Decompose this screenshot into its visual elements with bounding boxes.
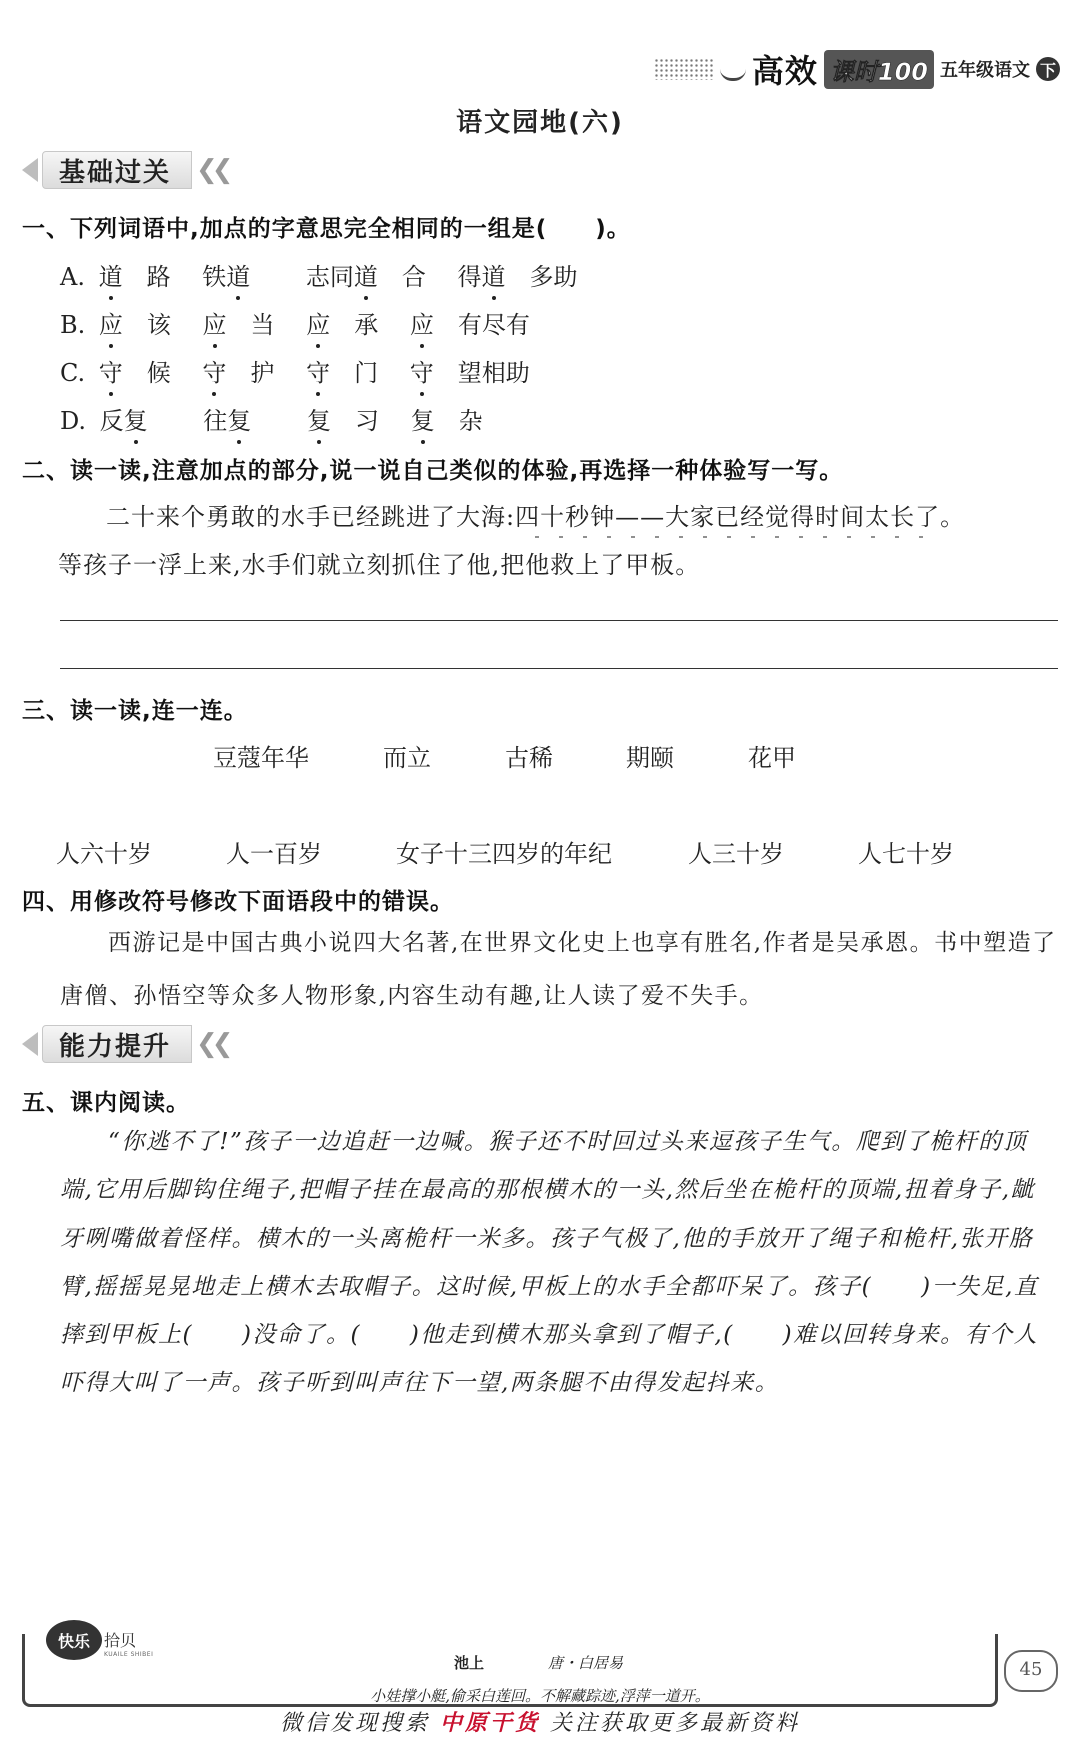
option-word: 得道 多助 (458, 257, 578, 292)
question-3-prompt: 三、读一读,连一连。 (22, 698, 248, 724)
option-word: 守 护 (202, 353, 274, 388)
q5-passage[interactable]: “你逃不了!”孩子一边追赶一边喊。猴子还不时回过头来逗孩子生气。爬到了桅杆的顶端,它用后脚钩住绳子,把帽子挂在最高的那根横木的一头,然后坐在桅杆的顶端,扭着身子,龇牙咧嘴做着怪样。横木的一头离桅杆一米多。孩子气极了,他的手放开了绳子和桅杆,张开胳臂,摇摇晃晃地走上横木去取帽子。这时候,甲板上的水手全都吓呆了。孩子( )一失足,直摔到甲板上( )没命了。( )他走到横木那头拿到了帽子,( )难以回转身来。有个人吓得大叫了一声。孩子听到叫声往下一望,两条腿不由得发起抖来。 (60, 1129, 1039, 1397)
poem-text: 小娃撑小艇,偷采白莲回。不解藏踪迹,浮萍一道开。 (370, 1687, 710, 1705)
option-word: 反复 (100, 401, 172, 436)
option-word: 铁道 (202, 257, 274, 292)
page-title: 语文园地(六) (456, 108, 624, 138)
option-word: 复 杂 (411, 401, 483, 436)
match-item-top[interactable]: 期颐 (626, 744, 674, 772)
option-word: 复 习 (307, 401, 379, 436)
match-item-top[interactable]: 花甲 (748, 744, 796, 772)
poem-author: 唐・白居易 (548, 1654, 624, 1672)
brand-series: 课时100 (824, 50, 934, 89)
answer-line[interactable] (60, 668, 1058, 669)
q1-option-b[interactable] (60, 305, 554, 340)
match-item-bottom[interactable]: 人六十岁 (56, 840, 152, 868)
poem-title: 池上 (454, 1654, 485, 1672)
section-banner-basic (22, 150, 228, 190)
question-5-prompt: 五、课内阅读。 (22, 1090, 190, 1116)
option-word: 志同道 合 (306, 257, 426, 292)
section-label: 能力提升 (42, 1025, 192, 1063)
watermark (0, 1706, 1080, 1737)
double-chevron-left-icon: ❮❮ (196, 155, 228, 185)
q2-text: 二十来个勇敢的水手已经跳进了大海: (106, 503, 516, 531)
badge-happy: 快乐 (46, 1620, 102, 1660)
option-word: 应 有尽有 (410, 305, 530, 340)
brand-volume: 下 (1036, 57, 1060, 81)
match-item-top[interactable]: 豆蔻年华 (213, 744, 309, 772)
match-item-bottom[interactable]: 人三十岁 (688, 840, 784, 868)
option-word: 应 当 (203, 305, 275, 340)
match-item-bottom[interactable]: 女子十三四岁的年纪 (396, 840, 612, 868)
question-1-prompt: 一、下列词语中,加点的字意思完全相同的一组是( )。 (22, 216, 631, 242)
option-word: 守 门 (306, 353, 378, 388)
option-label: D. (60, 407, 87, 435)
option-word: 道 路 (99, 257, 171, 292)
section-banner-ability (22, 1024, 228, 1064)
option-label: C. (60, 359, 86, 387)
match-item-bottom[interactable]: 人七十岁 (858, 840, 954, 868)
watermark-highlight: 中原干货 (439, 1710, 540, 1736)
question-2-prompt: 二、读一读,注意加点的部分,说一说自己类似的体验,再选择一种体验写一写。 (22, 458, 844, 484)
brand-grade: 五年级语文 (940, 60, 1030, 81)
badge-shell-pinyin: KUAILE SHIBEI (104, 1651, 154, 1658)
badge-shell (104, 1628, 153, 1658)
q1-option-a[interactable] (60, 257, 602, 292)
q1-option-d[interactable] (60, 401, 507, 436)
dots-decoration-icon (654, 58, 714, 80)
double-chevron-left-icon: ❮❮ (196, 1029, 228, 1059)
q2-text: 。 (940, 503, 966, 531)
option-word: 往复 (203, 401, 275, 436)
arrow-left-icon (22, 1032, 38, 1056)
match-item-top[interactable]: 而立 (383, 744, 431, 772)
section-label: 基础过关 (42, 151, 192, 189)
q2-passage-line2: 等孩子一浮上来,水手们就立刻抓住了他,把他救上了甲板。 (58, 551, 701, 579)
option-label: B. (60, 311, 86, 339)
boat-icon (720, 58, 746, 81)
option-word: 守 候 (99, 353, 171, 388)
option-word: 应 承 (306, 305, 378, 340)
option-word: 守 望相助 (410, 353, 530, 388)
watermark-text: 关注获取更多最新资料 (550, 1711, 801, 1736)
q4-passage[interactable]: 西游记是中国古典小说四大名著,在世界文化史上也享有胜名,作者是吴承恩。书中塑造了唐僧、孙悟空等众多人物形象,内容生动有趣,让人读了爱不失手。 (60, 930, 1057, 1009)
question-4-prompt: 四、用修改符号修改下面语段中的错误。 (22, 889, 454, 915)
q1-option-c[interactable] (60, 353, 554, 388)
option-label: A. (60, 263, 85, 291)
page-number: 45 (1004, 1650, 1058, 1692)
q2-emphasis: 四十秒钟——大家已经觉得时间太长了 (515, 503, 940, 541)
watermark-text: 微信发现搜索 (279, 1711, 430, 1736)
answer-line[interactable] (60, 620, 1058, 621)
brand-header (654, 46, 1060, 92)
match-item-top[interactable]: 古稀 (505, 744, 553, 772)
brand-main: 高效 (751, 52, 818, 90)
option-word: 应 该 (99, 305, 171, 340)
badge-shell-label: 拾贝 (104, 1631, 137, 1650)
arrow-left-icon (22, 158, 38, 182)
q2-passage-line1 (106, 497, 965, 532)
match-item-bottom[interactable]: 人一百岁 (226, 840, 322, 868)
